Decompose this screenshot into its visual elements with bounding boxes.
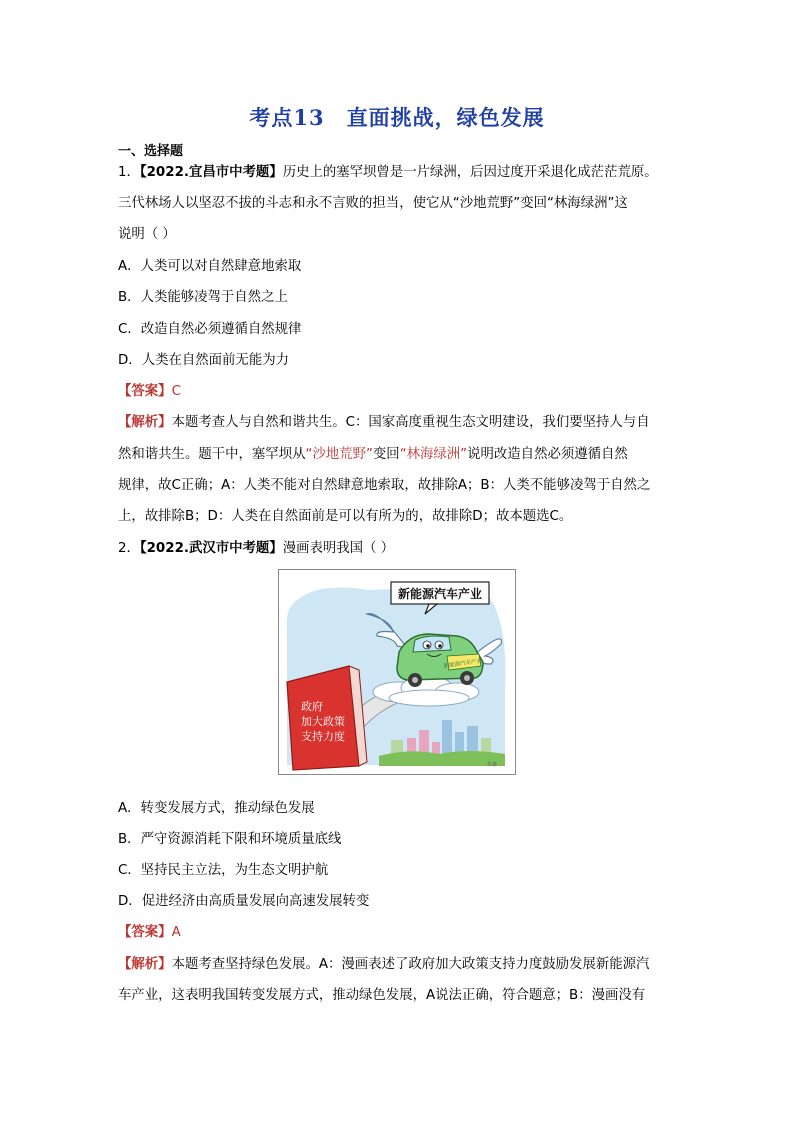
artist-signature: 朱森: [486, 762, 497, 768]
section-heading: 一、选择题: [118, 144, 184, 159]
topic-name: 直面挑战，绿色发展: [346, 105, 545, 130]
banner-label: 新能源汽车产业: [397, 587, 483, 601]
q1-analysis-line-4: 上，故排除B；D：人类在自然面前是可以有所为的，故排除D；故本题选C。: [118, 509, 573, 524]
q1-option-c: C．改造自然必须遵循自然规律: [118, 322, 302, 337]
q2-option-a: A．转变发展方式，推动绿色发展: [118, 801, 315, 816]
book-line-2: 加大政策: [301, 715, 345, 728]
q2-analysis-line-2: 车产业，这表明我国转变发展方式，推动绿色发展，A说法正确，符合题意；B：漫画没有: [118, 988, 646, 1003]
q1-stem-line-3: 说明（ ）: [118, 227, 176, 242]
q1-option-b: B．人类能够凌驾于自然之上: [118, 290, 288, 305]
q1-analysis-line-3: 规律，故C正确；A：人类不能对自然肆意地索取，故排除A；B：人类不能够凌驾于自然之: [118, 478, 651, 493]
book-line-3: 支持力度: [301, 730, 345, 743]
page-title: [0, 102, 794, 132]
cartoon-illustration: [279, 570, 515, 774]
q2-option-b: B．严守资源消耗下限和环境质量底线: [118, 832, 342, 847]
q1-analysis-line-2: 然和谐共生。题干中，塞罕坝从“沙地荒野”变回“林海绿洲”说明改造自然必须遵循自然: [118, 447, 628, 462]
q1-option-a: A．人类可以对自然肆意地索取: [118, 259, 302, 274]
book-line-1: 政府: [301, 700, 323, 713]
q1-option-d: D．人类在自然面前无能为力: [118, 353, 289, 368]
car-label: 新能源汽车产业: [443, 658, 483, 670]
q2-option-d: D．促进经济由高质量发展向高速发展转变: [118, 894, 370, 909]
q2-source: 【2022.武汉市中考题】: [139, 541, 283, 556]
topic-code: 考点13: [249, 105, 325, 130]
q1-answer: 【答案】C: [118, 384, 181, 399]
q2-answer: 【答案】A: [118, 925, 181, 940]
q2-analysis-line-1: 【解析】本题考查坚持绿色发展。A：漫画表述了政府加大政策支持力度鼓励发展新能源汽: [118, 957, 650, 972]
q1-stem-line-1: 1．【2022.宜昌市中考题】历史上的塞罕坝曾是一片绿洲，后因过度开采退化成茫茫荒原。: [118, 165, 658, 180]
q1-source: 【2022.宜昌市中考题】: [139, 165, 283, 180]
cartoon-figure: [278, 569, 516, 775]
q1-stem-line-2: 三代林场人以坚忍不拔的斗志和永不言败的担当，使它从“沙地荒野”变回“林海绿洲”这: [118, 196, 628, 211]
q2-stem: 2．【2022.武汉市中考题】漫画表明我国（ ）: [118, 541, 395, 556]
q2-option-c: C．坚持民主立法，为生态文明护航: [118, 863, 329, 878]
q1-analysis-line-1: 【解析】本题考查人与自然和谐共生。C：国家高度重视生态文明建设，我们要坚持人与自: [118, 415, 650, 430]
